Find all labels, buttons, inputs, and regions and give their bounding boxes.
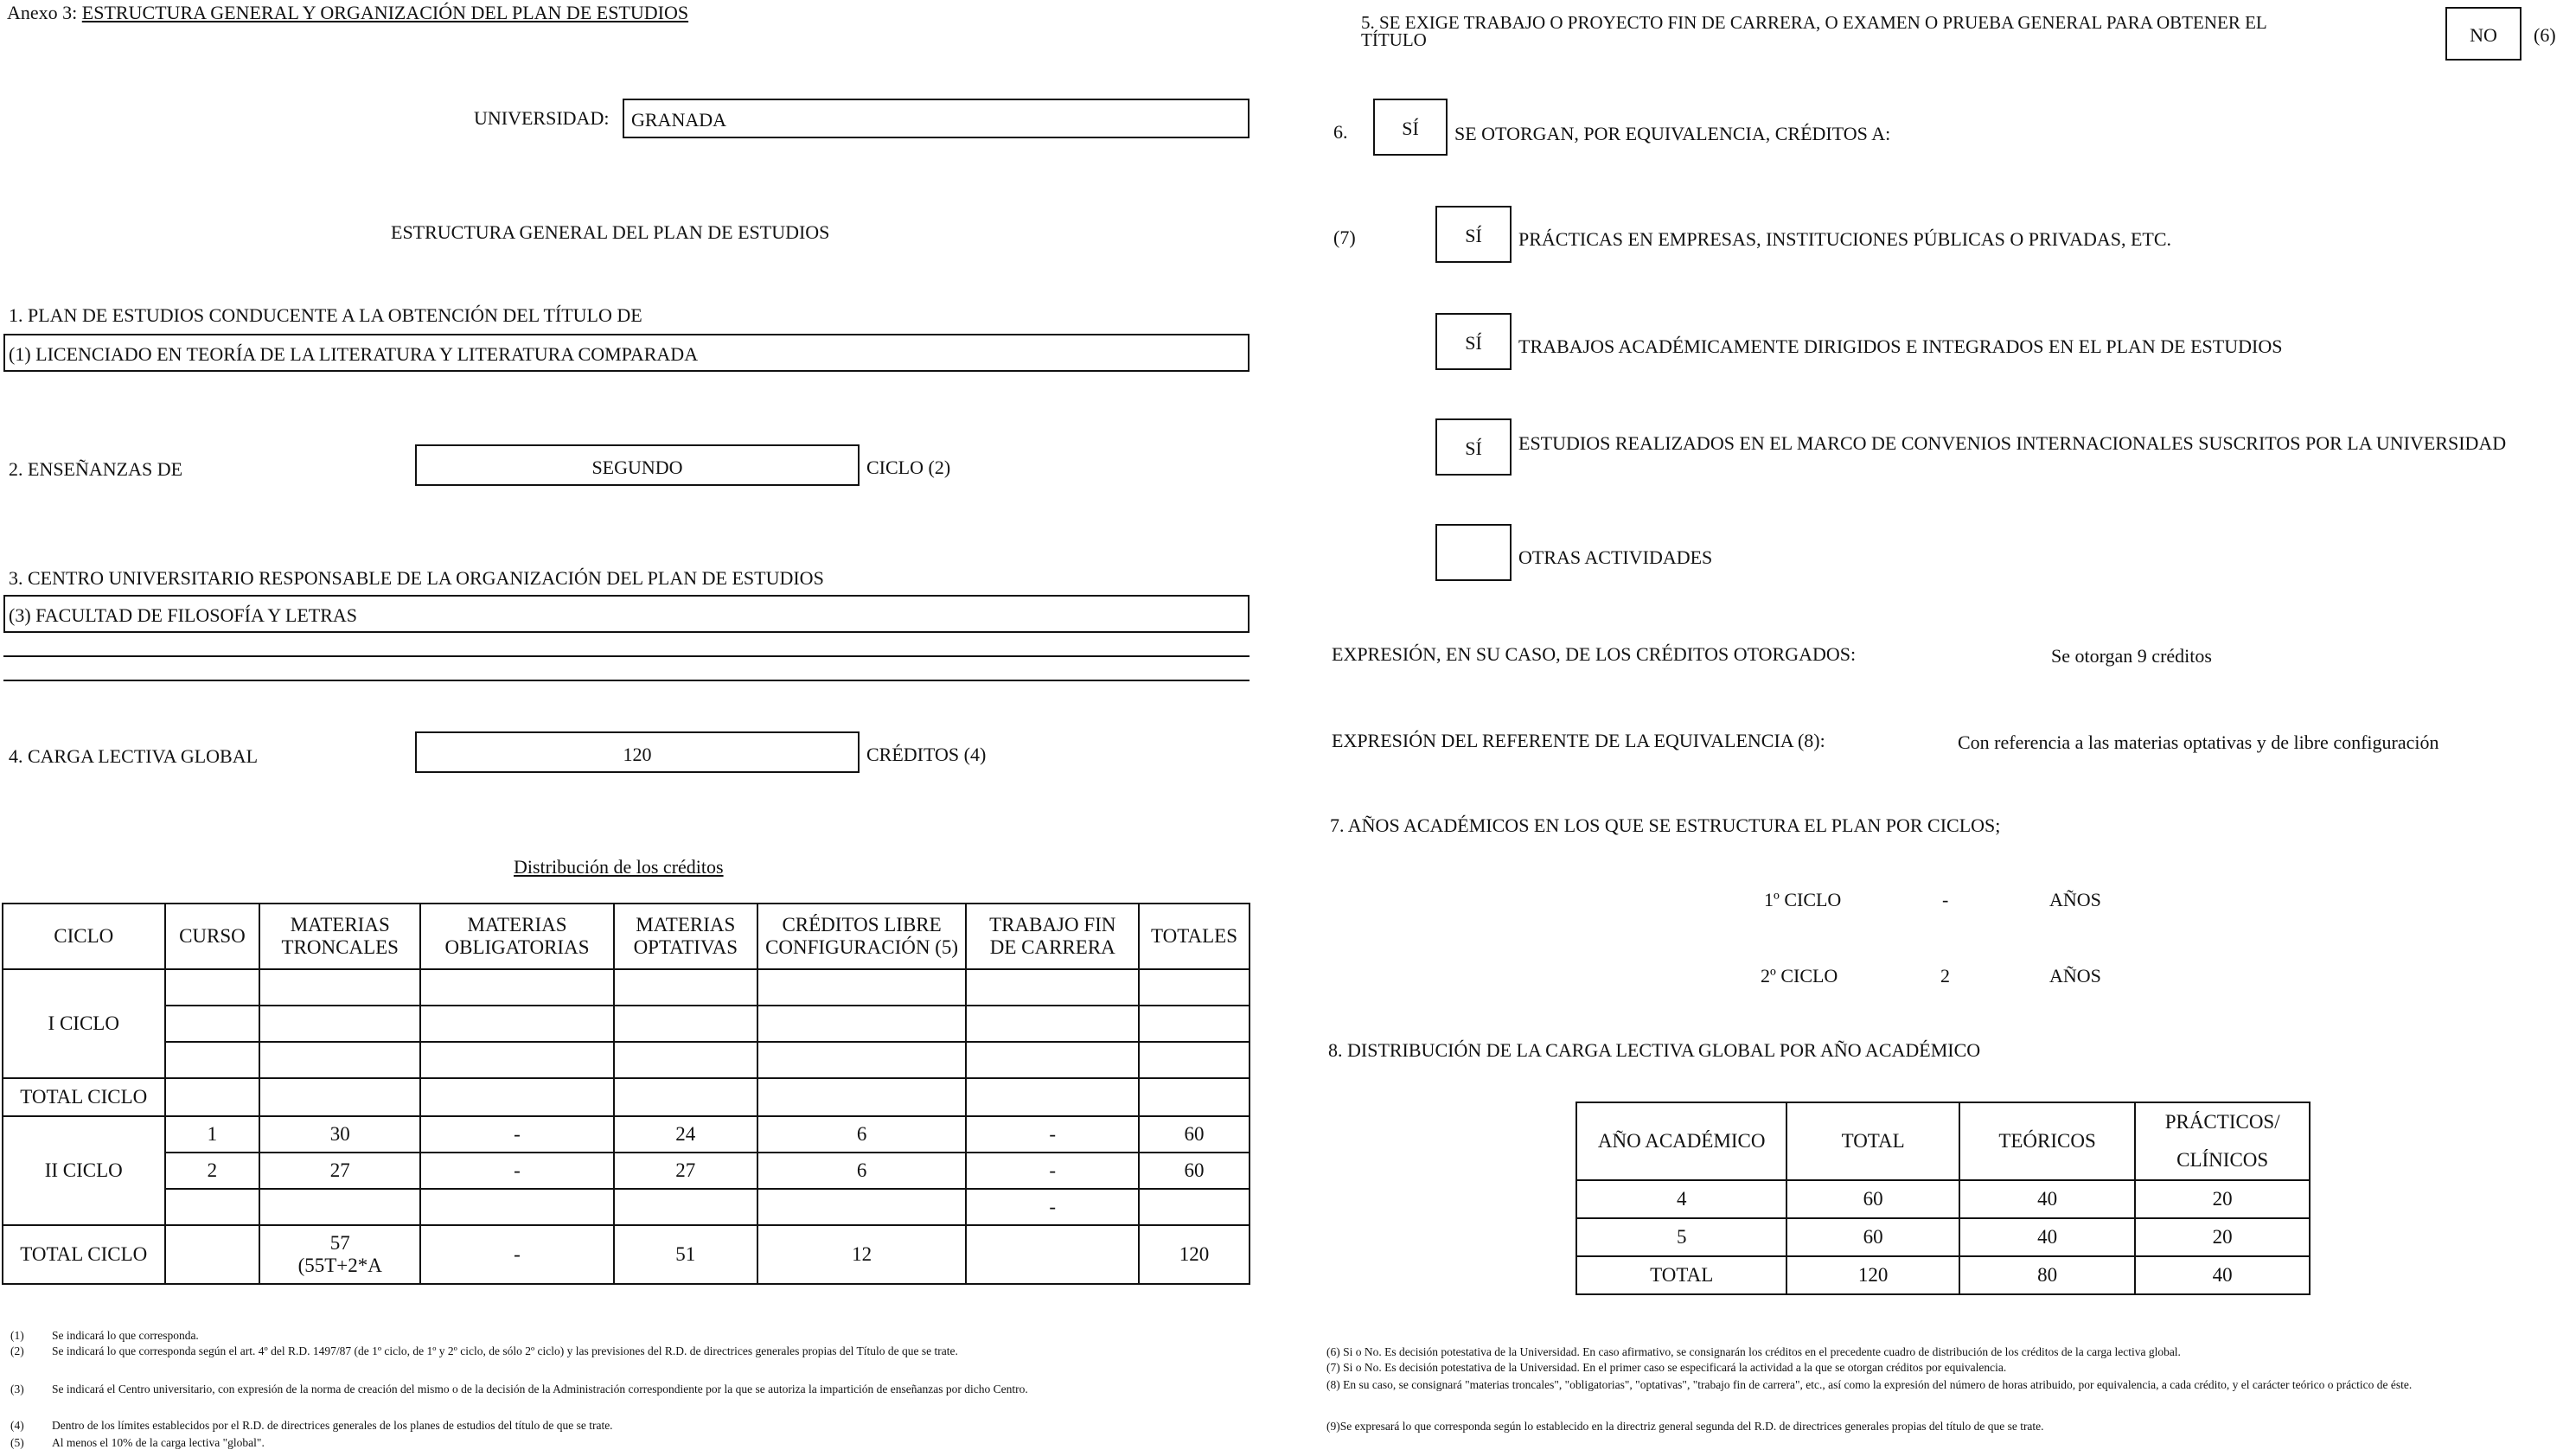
- footnote-1: (1) Se indicará lo que corresponda.: [10, 1329, 199, 1342]
- final-project-field[interactable]: [2445, 7, 2521, 61]
- equivalence-reference-label: EXPRESIÓN DEL REFERENTE DE LA EQUIVALENCIA (8):: [1332, 730, 1825, 751]
- table-row: 2 27 - 27 6 - 60: [3, 1153, 1250, 1189]
- university-value: GRANADA: [631, 109, 726, 131]
- center-value: (3) FACULTAD DE FILOSOFÍA Y LETRAS: [9, 604, 358, 626]
- table-row: 5 60 40 20: [1576, 1218, 2310, 1256]
- footnote-7: (7) Si o No. Es decisión potestativa de la Universidad. En el primer caso se especificará la actividad a la que se otorgan créditos por equivalencia.: [1326, 1361, 2007, 1374]
- item3-label: 3. CENTRO UNIVERSITARIO RESPONSABLE DE LA ORGANIZACIÓN DEL PLAN DE ESTUDIOS: [9, 567, 824, 589]
- header-ciclo: CICLO: [3, 904, 165, 969]
- header-optativas: MATERIAS OPTATIVAS: [614, 904, 757, 969]
- section-title: ESTRUCTURA GENERAL DEL PLAN DE ESTUDIOS: [391, 221, 830, 243]
- item2-label: 2. ENSEÑANZAS DE: [9, 458, 183, 480]
- equiv-label-1: PRÁCTICAS EN EMPRESAS, INSTITUCIONES PÚBLICAS O PRIVADAS, ETC.: [1518, 228, 2172, 250]
- global-load-suffix: CRÉDITOS (4): [866, 744, 987, 765]
- table-row: [3, 1042, 1250, 1078]
- annex-prefix: Anexo 3:: [7, 2, 78, 23]
- credit-distribution-table: [2, 903, 1250, 1285]
- equiv-box-3[interactable]: SÍ: [1435, 418, 1512, 476]
- degree-title-value: (1) LICENCIADO EN TEORÍA DE LA LITERATURA Y LITERATURA COMPARADA: [9, 343, 699, 365]
- equivalence-reference-value: Con referencia a las materias optativas y de libre configuración: [1958, 731, 2439, 753]
- header-totales: TOTALES: [1139, 904, 1250, 969]
- credits-expression-label: EXPRESIÓN, EN SU CASO, DE LOS CRÉDITOS OTORGADOS:: [1332, 643, 1857, 665]
- footnote-3: (3) Se indicará el Centro universitario, con expresión de la norma de creación del mismo o de la decisión de la Administración correspondiente por la que se autoriza la impartición de enseñanzas por dicho Centro.: [10, 1383, 1028, 1395]
- table-row: [3, 969, 1250, 1006]
- header-trabajo: TRABAJO FIN DE CARRERA: [966, 904, 1139, 969]
- table-header-row: [3, 904, 1250, 969]
- table-row: [3, 1006, 1250, 1042]
- item4-label: 4. CARGA LECTIVA GLOBAL: [9, 745, 259, 767]
- center-field[interactable]: [3, 595, 1250, 633]
- equiv-box-2[interactable]: SÍ: [1435, 313, 1512, 370]
- years-row-2-value: 2: [1940, 965, 1950, 987]
- footnote-9: (9)Se expresará lo que corresponda según lo establecido en la directriz general segunda del R.D. de directrices generales propias del título de que se trate.: [1326, 1420, 2044, 1433]
- university-field[interactable]: [623, 99, 1250, 138]
- equivalence-note: (7): [1333, 227, 1356, 248]
- years-row-2-ciclo: 2º CICLO: [1761, 965, 1838, 987]
- footnote-2: (2) Se indicará lo que corresponda según el art. 4º del R.D. 1497/87 (de 1º ciclo, de 1º y 2º ciclo, de sólo 2º ciclo) y las previsiones del R.D. de directrices generales propias del Título de que se trate.: [10, 1344, 958, 1357]
- equiv-box-4[interactable]: [1435, 524, 1512, 581]
- footnote-4: (4) Dentro de los límites establecidos por el R.D. de directrices generales de los planes de estudios del título de que se trate.: [10, 1419, 613, 1432]
- header-total: TOTAL: [1786, 1102, 1959, 1180]
- global-load-field[interactable]: [415, 731, 860, 773]
- header-obligatorias: MATERIAS OBLIGATORIAS: [420, 904, 614, 969]
- ii-total-ciclo-label: TOTAL CICLO: [3, 1225, 165, 1284]
- header-troncales: MATERIAS TRONCALES: [259, 904, 420, 969]
- ii-ciclo-label: II CICLO: [3, 1116, 165, 1225]
- i-total-ciclo-label: TOTAL CICLO: [3, 1078, 165, 1116]
- distribution-title: Distribución de los créditos: [514, 856, 724, 878]
- annex-header: [7, 2, 688, 24]
- equiv-label-2: TRABAJOS ACADÉMICAMENTE DIRIGIDOS E INTEGRADOS EN EL PLAN DE ESTUDIOS: [1518, 335, 2283, 357]
- header-curso: CURSO: [165, 904, 260, 969]
- footnote-5: (5) Al menos el 10% de la carga lectiva "global".: [10, 1436, 265, 1449]
- degree-title-field[interactable]: [3, 334, 1250, 372]
- item6-num: 6.: [1333, 121, 1348, 143]
- table-row: 4 60 40 20: [1576, 1180, 2310, 1218]
- years-row-2-unit: AÑOS: [2049, 965, 2101, 987]
- table-row: [3, 1078, 1250, 1116]
- i-ciclo-label: I CICLO: [3, 969, 165, 1078]
- blank-line-1: [3, 655, 1250, 657]
- years-row-1-value: -: [1942, 889, 1949, 910]
- equiv-label-3: ESTUDIOS REALIZADOS EN EL MARCO DE CONVENIOS INTERNACIONALES SUSCRITOS POR LA UNIVERSIDAD: [1518, 432, 2507, 454]
- table-row: -: [3, 1189, 1250, 1225]
- item5-line1: 5. SE EXIGE TRABAJO O PROYECTO FIN DE CARRERA, O EXAMEN O PRUEBA GENERAL PARA OBTENER EL: [1361, 12, 2267, 33]
- header-practicos: PRÁCTICOS/ CLÍNICOS: [2135, 1102, 2310, 1180]
- item8-label: 8. DISTRIBUCIÓN DE LA CARGA LECTIVA GLOBAL POR AÑO ACADÉMICO: [1328, 1039, 1981, 1061]
- equivalence-field[interactable]: [1373, 99, 1448, 156]
- item5-note: (6): [2534, 24, 2556, 46]
- equivalence-value: SÍ: [1402, 118, 1419, 139]
- years-row-1-ciclo: 1º CICLO: [1764, 889, 1842, 910]
- header-teoricos: TEÓRICOS: [1959, 1102, 2136, 1180]
- annual-load-table: [1576, 1102, 2311, 1295]
- header-libre: CRÉDITOS LIBRE CONFIGURACIÓN (5): [757, 904, 967, 969]
- blank-line-2: [3, 680, 1250, 681]
- footnote-6: (6) Si o No. Es decisión potestativa de la Universidad. En caso afirmativo, se consignarán los créditos en el precedente cuadro de distribución de los créditos de la carga lectiva global.: [1326, 1345, 2181, 1358]
- cycle-suffix: CICLO (2): [866, 457, 951, 478]
- years-row-1-unit: AÑOS: [2049, 889, 2101, 910]
- table-row: TOTAL CICLO 57 (55T+2*A - 51 12 120: [3, 1225, 1250, 1284]
- annex-title: ESTRUCTURA GENERAL Y ORGANIZACIÓN DEL PLAN DE ESTUDIOS: [81, 2, 689, 23]
- header-ano: AÑO ACADÉMICO: [1576, 1102, 1786, 1180]
- table-row: II CICLO 1 30 - 24 6 - 60: [3, 1116, 1250, 1153]
- footnote-8: (8) En su caso, se consignará "materias troncales", "obligatorias", "optativas", "trabajo fin de carrera", etc., así como la expresión del número de horas atribuido, por equivalencia, a cada crédito, y el carácter teórico o práctico de éste.: [1326, 1378, 2413, 1391]
- cycle-field[interactable]: [415, 444, 860, 486]
- cycle-value: SEGUNDO: [591, 457, 683, 478]
- item1-label: 1. PLAN DE ESTUDIOS CONDUCENTE A LA OBTENCIÓN DEL TÍTULO DE: [9, 304, 642, 326]
- equiv-box-1[interactable]: SÍ: [1435, 206, 1512, 263]
- item6-label: SE OTORGAN, POR EQUIVALENCIA, CRÉDITOS A:: [1454, 123, 1891, 144]
- final-project-value: NO: [2470, 24, 2497, 46]
- equiv-label-4: OTRAS ACTIVIDADES: [1518, 546, 1713, 568]
- global-load-value: 120: [623, 744, 652, 765]
- credits-expression-value: Se otorgan 9 créditos: [2051, 645, 2212, 667]
- table-header-row: [1576, 1102, 2310, 1180]
- item5-line2: TÍTULO: [1361, 29, 1427, 50]
- university-label: UNIVERSIDAD:: [474, 107, 610, 129]
- table-row: TOTAL 120 80 40: [1576, 1256, 2310, 1294]
- item7-label: 7. AÑOS ACADÉMICOS EN LOS QUE SE ESTRUCTURA EL PLAN POR CICLOS;: [1330, 814, 2001, 836]
